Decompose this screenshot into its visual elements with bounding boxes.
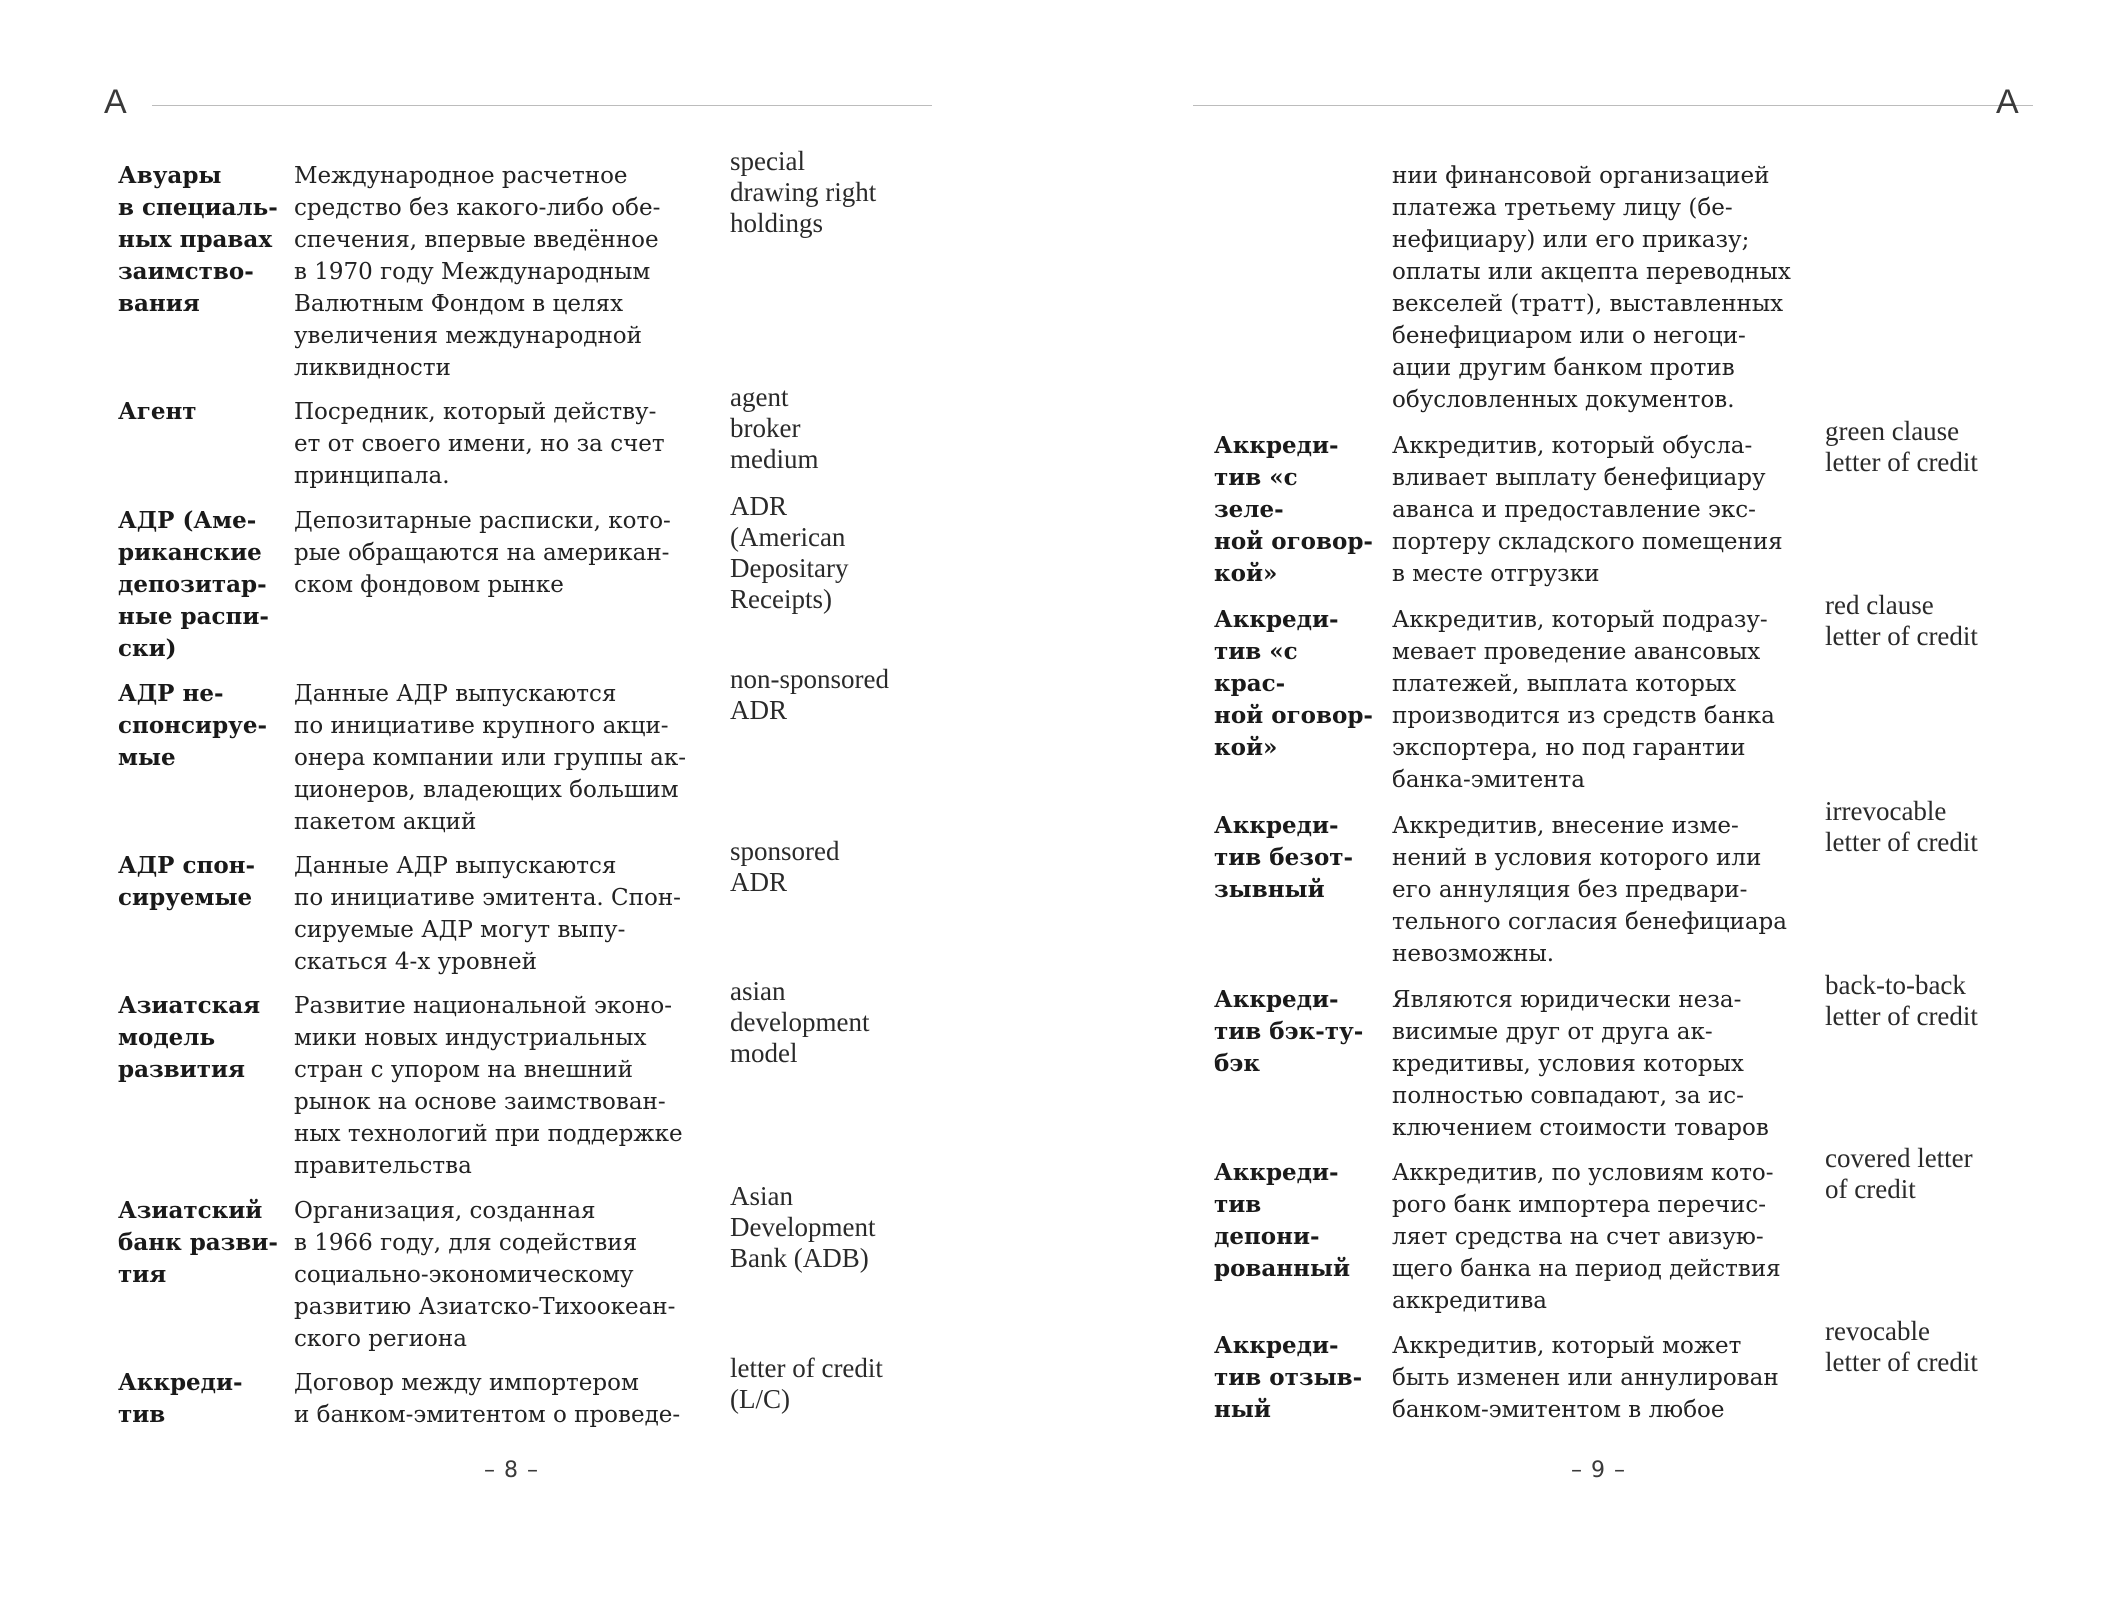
entry-translation: non-sponsored ADR xyxy=(730,664,889,725)
entry-definition: Аккредитив, который может быть изменен или аннулирован банком-эмитентом в любое xyxy=(1392,1333,1779,1423)
entry-definition: Договор между импортером и банком-эмитентом о проведе- xyxy=(294,1370,681,1428)
right-page xyxy=(1061,0,2122,1597)
entry-term: Азиатская модель развития xyxy=(118,992,261,1083)
entry-translation: ADR (American Depositary Receipts) xyxy=(730,491,849,614)
page-number: – 8 – xyxy=(484,1458,539,1483)
entry-translation: irrevocable letter of credit xyxy=(1825,796,1978,857)
entry-translation: revocable letter of credit xyxy=(1825,1316,1978,1377)
entry-translation: asian development model xyxy=(730,976,870,1068)
entry-term: Агент xyxy=(118,398,197,425)
entry-definition: Аккредитив, который обусла- вливает выплату бенефициару аванса и предоставление экс- портеру складского помещения в месте отгрузки xyxy=(1392,433,1783,587)
entry-term: Аккреди- тив xyxy=(118,1369,243,1428)
entry-translation: Asian Development Bank (ADB) xyxy=(730,1181,876,1273)
entry-definition: Депозитарные расписки, кото- рые обращаются на американ- ском фондовом рынке xyxy=(294,508,671,598)
header-rule xyxy=(152,105,932,106)
entry-definition: Аккредитив, внесение изме- нений в условия которого или его аннуляция без предвари- тельного согласия бенефициара невозможны. xyxy=(1392,813,1787,967)
entry-definition: Являются юридически неза- висимые друг от друга ак- кредитивы, условия которых полностью совпадают, за ис- ключением стоимости товаров xyxy=(1392,987,1769,1141)
entry-term: Аккреди- тив «с крас- ной оговор- кой» xyxy=(1214,606,1373,761)
entry-definition: Развитие национальной эконо- мики новых индустриальных стран с упором на внешний рынок на основе заимствован- ных технологий при поддержке правительства xyxy=(294,993,683,1179)
entry-term: Аккреди- тив отзыв- ный xyxy=(1214,1332,1363,1423)
entry-term: Аккреди- тив безот- зывный xyxy=(1214,812,1354,903)
entry-term: АДР спон- сируемые xyxy=(118,852,256,911)
entry-definition: Посредник, который действу- ет от своего имени, но за счет принципала. xyxy=(294,399,665,489)
entry-term: Авуары в специаль- ных правах заимство- вания xyxy=(118,162,278,317)
running-head-letter: А xyxy=(1996,83,2019,121)
entry-definition: Данные АДР выпускаются по инициативе крупного акци- онера компании или группы ак- ционеров, владеющих большим пакетом акций xyxy=(294,681,687,835)
entry-term: Аккреди- тив депони- рованный xyxy=(1214,1159,1351,1282)
entry-translation: sponsored ADR xyxy=(730,836,840,897)
entry-definition-continued: нии финансовой организацией платежа третьему лицу (бе- нефициару) или его приказу; оплаты или акцепта переводных векселей (тратт), выставленных бенефициаром или о негоци- ации другим банком против обусловленных документов. xyxy=(1392,163,1791,413)
header-rule xyxy=(1193,105,2033,106)
running-head-letter: А xyxy=(104,83,127,121)
entry-translation: red clause letter of credit xyxy=(1825,590,1978,651)
entry-translation: letter of credit (L/C) xyxy=(730,1353,883,1414)
entry-term: Аккреди- тив бэк-ту- бэк xyxy=(1214,986,1364,1077)
entry-definition: Организация, созданная в 1966 году, для содействия социально-экономическому развитию Азиатско-Тихоокеан- ского региона xyxy=(294,1198,676,1352)
entry-term: Аккреди- тив «с зеле- ной оговор- кой» xyxy=(1214,432,1373,587)
entry-definition: Аккредитив, по условиям кото- рого банк импортера перечис- ляет средства на счет авизую- щего банка на период действия аккредитива xyxy=(1392,1160,1781,1314)
entry-translation: covered letter of credit xyxy=(1825,1143,1973,1204)
entry-translation: agent broker medium xyxy=(730,382,819,474)
entry-translation: special drawing right holdings xyxy=(730,146,877,238)
entry-term: АДР (Аме- риканские депозитар- ные распи- ски) xyxy=(118,507,269,662)
entry-definition: Аккредитив, который подразу- мевает проведение авансовых платежей, выплата которых производится из средств банка экспортера, но под гарантии банка-эмитента xyxy=(1392,607,1775,793)
page-number: – 9 – xyxy=(1571,1458,1626,1483)
entry-translation: back-to-back letter of credit xyxy=(1825,970,1978,1031)
entry-definition: Международное расчетное средство без какого-либо обе- спечения, впервые введённое в 1970 году Международным Валютным Фондом в целях увеличения международной ликвидности xyxy=(294,163,661,381)
entry-definition: Данные АДР выпускаются по инициативе эмитента. Спон- сируемые АДР могут выпу- скаться 4-х уровней xyxy=(294,853,681,975)
entry-translation: green clause letter of credit xyxy=(1825,416,1978,477)
entry-term: АДР не- спонсируе- мые xyxy=(118,680,268,771)
entry-term: Азиатский банк разви- тия xyxy=(118,1197,278,1288)
